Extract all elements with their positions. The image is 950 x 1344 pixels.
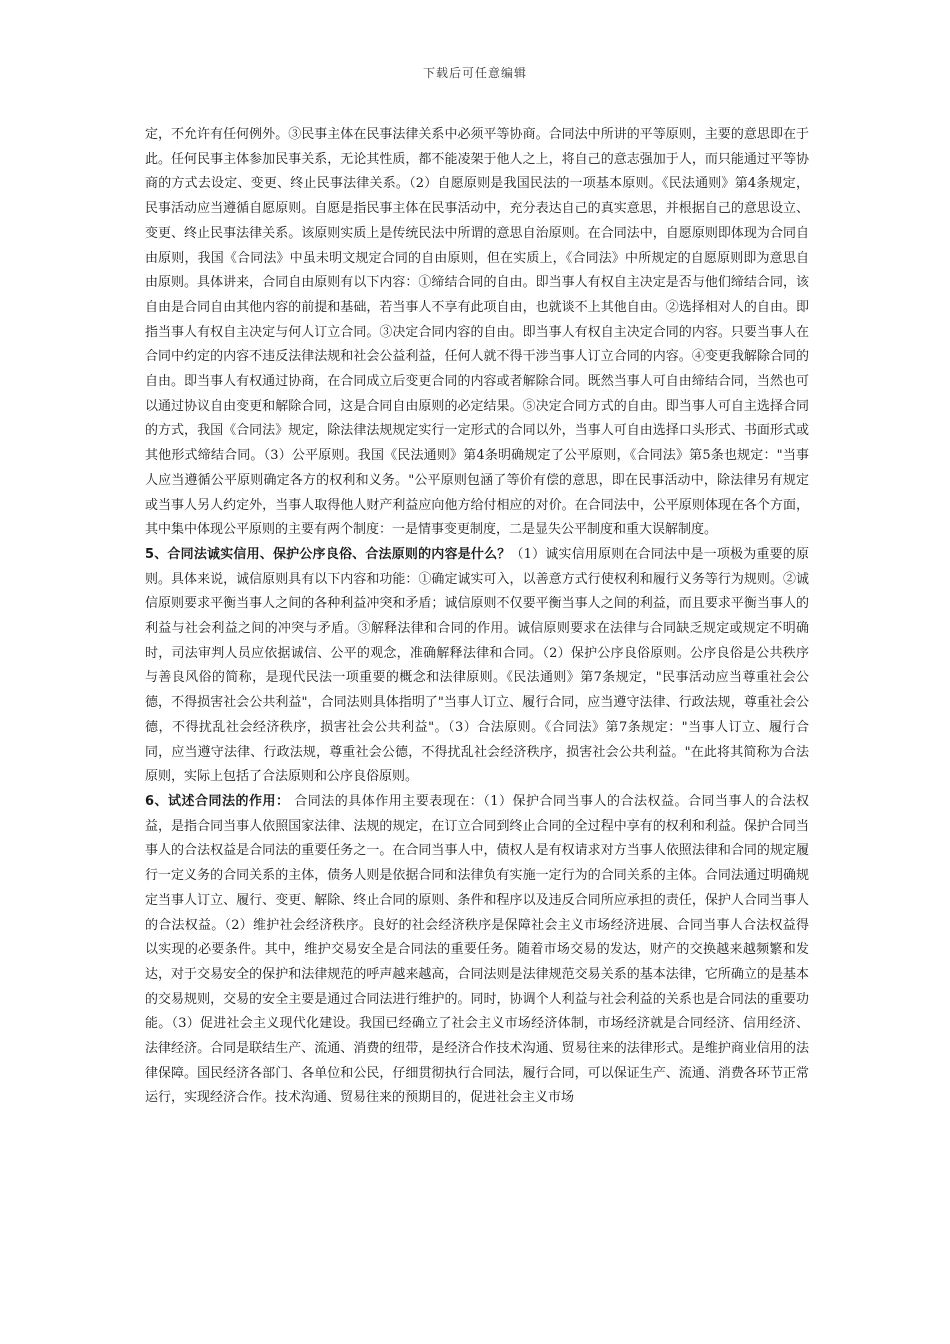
paragraph-principles-continued [145, 123, 809, 543]
paragraph-text: 定，不允许有任何例外。③民事主体在民事法律关系中必须平等协商。合同法中所讲的平等原则，主要的意思即在于此。任何民事主体参加民事关系，无论其性质，都不能凌架于他人之上，将自己的意志强加于人，而只能通过平等协商的方式去设定、变更、终止民事法律关系。（2）自愿原则是我国民法的一项基本原则。《民法通则》第4条规定，民事活动应当遵循自愿原则。自愿是指民事主体在民事活动中，充分表达自己的真实意思，并根据自己的意思设立、变更、终止民事法律关系。该原则实质上是传统民法中所谓的意思自治原则。在合同法中，自愿原则即体现为合同自由原则，我国《合同法》中虽未明文规定合同的自由原则，但在实质上，《合同法》中所规定的自愿原则即为意思自由原则。具体讲来，合同自由原则有以下内容：①缔结合同的自由。即当事人有权自主决定是否与他们缔结合同，该自由是合同自由其他内容的前提和基础，若当事人不享有此项自由，也就谈不上其他自由。②选择相对人的自由。即指当事人有权自主决定与何人订立合同。③决定合同内容的自由。即当事人有权自主决定合同的内容。只要当事人在合同中约定的内容不违反法律法规和社会公益利益，任何人就不得干涉当事人订立合同的内容。④变更我解除合同的自由。即当事人有权通过协商，在合同成立后变更合同的内容或者解除合同。既然当事人可自由缔结合同，当然也可以通过协议自由变更和解除合同，这是合同自由原则的必定结果。⑤决定合同方式的自由。即当事人可自主选择合同的方式，我国《合同法》规定，除法律法规规定实行一定形式的合同以外，当事人可自由选择口头形式、书面形式或其他形式缔结合同。（3）公平原则。我国《民法通则》第4条明确规定了公平原则，《合同法》第5条也规定："当事人应当遵循公平原则确定各方的权利和义务。"公平原则包涵了等价有偿的意思，即在民事活动中，除法律另有规定或当事人另人约定外，当事人取得他人财产利益应向他方给付相应的对价。在合同法中，公平原则体现在各个方面，其中集中体现公平原则的主要有两个制度：一是情事变更制度，二是显失公平制度和重大误解制度。 [145, 127, 809, 538]
paragraph-text: 合同法的具体作用主要表现在：（1）保护合同当事人的合法权益。合同当事人的合法权益，是指合同当事人依照国家法律、法规的规定，在订立合同到终止合同的全过程中享有的权利和利益。保护合同当事人的合法权益是合同法的重要任务之一。在合同当事人中，债权人是有权请求对方当事人依照法律和合同的规定履行一定义务的合同关系的主体，债务人则是依据合同和法律负有实施一定行为的合同关系的主体。合同法通过明确规定当事人订立、履行、变更、解除、终止合同的原则、条件和程序以及违反合同所应承担的责任，保护人合同当事人的合法权益。（2）维护社会经济秩序。良好的社会经济秩序是保障社会主义市场经济进展、合同当事人合法权益得以实现的必要条件。其中，维护交易安全是合同法的重要任务。随着市场交易的发达，财产的交换越来越频繁和发达，对于交易安全的保护和法律规范的呼声越来越高，合同法则是法律规范交易关系的基本法律，它所确立的是基本的交易规则，交易的安全主要是通过合同法进行维护的。同时，协调个人利益与社会利益的关系也是合同法的重要功能。（3）促进社会主义现代化建设。我国已经确立了社会主义市场经济体制，市场经济就是合同经济、信用经济、法律经济。合同是联结生产、流通、消费的纽带，是经济合作技术沟通、贸易往来的法律形式。是维护商业信用的法律保障。国民经济各部门、各单位和公民，仔细贯彻执行合同法，履行合同，可以保证生产、流通、消费各环节正常运行，实现经济合作。技术沟通、贸易往来的预期目的，促进社会主义市场 [145, 793, 810, 1106]
paragraph-question-6 [145, 790, 809, 1111]
paragraph-text: （1）诚实信用原则在合同法中是一项极为重要的原则。具体来说，诚信原则具有以下内容和功能：①确定诚实可入，以善意方式行使权利和履行义务等行为规则。②诚信原则要求平衡当事人之间的各种利益冲突和矛盾；诚信原则不仅要平衡当事人之间的利益，而且要求平衡当事人的利益与社会利益之间的冲突与矛盾。③解释法律和合同的作用。诚信原则要求在法律与合同缺乏规定或规定不明确时，司法审判人员应依据诚信、公平的观念，准确解释法律和合同。（2）保护公序良俗原则。公序良俗是公共秩序与善良风俗的简称，是现代民法一项重要的概念和法律原则。《民法通则》第7条规定，"民事活动应当尊重社会公德，不得损害社会公共利益"，合同法则具体指明了"当事人订立、履行合同，应当遵守法律、行政法规，尊重社会公德，不得扰乱社会经济秩序，损害社会公共利益"。（3）合法原则。《合同法》第7条规定："当事人订立、履行合同，应当遵守法律、行政法规，尊重社会公德，不得扰乱社会经济秩序，损害社会公共利益。"在此将其简称为合法原则，实际上包括了合法原则和公序良俗原则。 [145, 546, 809, 785]
page-header: 下载后可任意编辑 [422, 66, 527, 80]
paragraph-question-5 [145, 543, 809, 790]
question-heading: 6、试述合同法的作用： [145, 793, 290, 809]
question-heading: 5、合同法诚实信用、保护公序良俗、合法原则的内容是什么？ [145, 546, 511, 562]
document-body [145, 123, 809, 1111]
